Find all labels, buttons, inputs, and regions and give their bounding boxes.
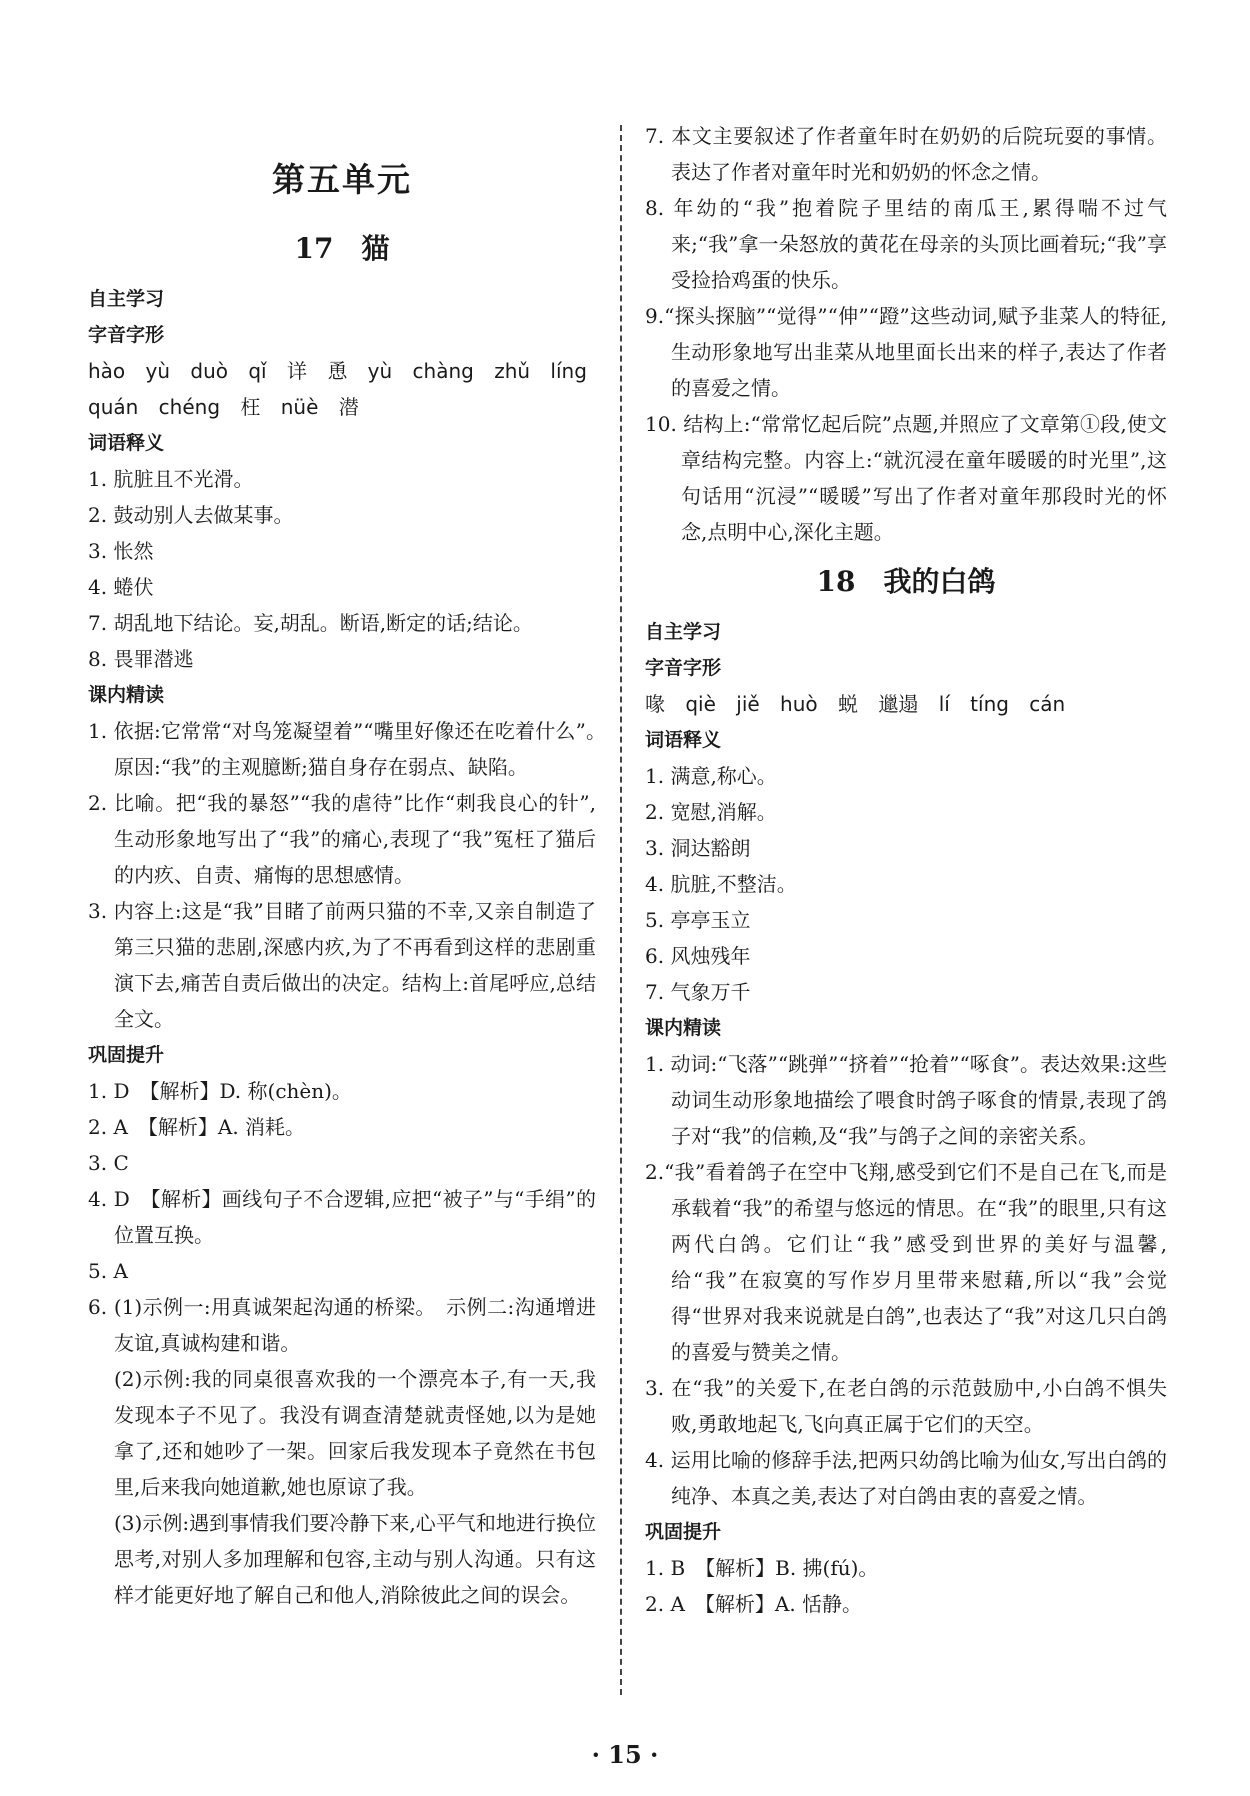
- answer-item: 7. 本文主要叙述了作者童年时在奶奶的后院玩耍的事情。表达了作者对童年时光和奶奶的怀念之情。: [645, 124, 1167, 184]
- pinyin-line: 喙 qiè jiě huò 蜕 邋遢 lí tíng cán: [645, 692, 1066, 716]
- answer-item: 1. 满意,称心。: [645, 764, 777, 788]
- answer-item: 6. 风烛残年: [645, 944, 751, 968]
- answer-item: 2. 比喻。把“我的暴怒”“我的虐待”比作“刺我良心的针”,生动形象地写出了“我”的痛心,表现了“我”冤枉了猫后的内疚、自责、痛悔的思想感情。: [88, 791, 596, 887]
- answer-item: 4. D 【解析】画线句子不合逻辑,应把“被子”与“手绢”的位置互换。: [88, 1187, 596, 1247]
- answer-item: 2. 鼓动别人去做某事。: [88, 503, 294, 527]
- lesson-18-title: 18 我的白鸽: [816, 565, 996, 598]
- answer-item: 10. 结构上:“常常忆起后院”点题,并照应了文章第①段,使文章结构完整。内容上:“就沉浸在童年暖暖的时光里”,这句话用“沉浸”“暖暖”写出了作者对童年那段时光的怀念,点明中心,深化主题。: [645, 412, 1167, 544]
- section-heading: 课内精读: [645, 1017, 722, 1039]
- answer-item: 4. 蜷伏: [88, 575, 154, 599]
- pinyin-line: hào yù duò qǐ 详 恿 yù chàng zhǔ líng: [88, 359, 587, 383]
- answer-item: 1. D 【解析】D. 称(chèn)。: [88, 1079, 352, 1103]
- answer-item: 7. 胡乱地下结论。妄,胡乱。断语,断定的话;结论。: [88, 611, 533, 635]
- answer-item: 8. 畏罪潜逃: [88, 647, 194, 671]
- column-divider: [620, 125, 622, 1695]
- answer-item: 7. 气象万千: [645, 980, 751, 1004]
- answer-item: 1. 依据:它常常“对鸟笼凝望着”“嘴里好像还在吃着什么”。 原因:“我”的主观臆断;猫自身存在弱点、缺陷。: [88, 719, 616, 779]
- lesson-17-title: 17 猫: [294, 232, 390, 265]
- page-number: · 15 ·: [591, 1740, 659, 1769]
- answer-item: 3. C: [88, 1151, 129, 1175]
- answer-item: (2)示例:我的同桌很喜欢我的一个漂亮本子,有一天,我发现本子不见了。我没有调查清楚就责怪她,以为是她拿了,还和她吵了一架。回家后我发现本子竟然在书包里,后来我向她道歉,她也原谅了我。: [114, 1367, 596, 1499]
- section-heading: 巩固提升: [88, 1044, 165, 1066]
- section-heading: 自主学习: [88, 288, 165, 310]
- answer-item: 3. 洞达豁朗: [645, 836, 751, 860]
- unit-title: 第五单元: [272, 160, 412, 199]
- answer-item: 2. A 【解析】A. 消耗。: [88, 1115, 306, 1139]
- answer-item: 3. 内容上:这是“我”目睹了前两只猫的不幸,又亲自制造了第三只猫的悲剧,深感内疚,为了不再看到这样的悲剧重演下去,痛苦自责后做出的决定。结构上:首尾呼应,总结全文。: [88, 899, 596, 1031]
- answer-item: 5. A: [88, 1259, 128, 1283]
- answer-item: 4. 运用比喻的修辞手法,把两只幼鸽比喻为仙女,写出白鸽的纯净、本真之美,表达了对白鸽由衷的喜爱之情。: [645, 1448, 1167, 1508]
- answer-item: (3)示例:遇到事情我们要冷静下来,心平气和地进行换位思考,对别人多加理解和包容,主动与别人沟通。只有这样才能更好地了解自己和他人,消除彼此之间的误会。: [114, 1511, 596, 1607]
- answer-item: 1. 动词:“飞落”“跳弹”“挤着”“抢着”“啄食”。表达效果:这些动词生动形象地描绘了喂食时鸽子啄食的情景,表现了鸽子对“我”的信赖,及“我”与鸽子之间的亲密关系。: [645, 1052, 1167, 1148]
- section-heading: 巩固提升: [645, 1521, 722, 1543]
- answer-item: 5. 亭亭玉立: [645, 908, 751, 932]
- left-column: [88, 118, 616, 1613]
- answer-item: 8. 年幼的“我”抱着院子里结的南瓜王,累得喘不过气来;“我”拿一朵怒放的黄花在母亲的头顶比画着玩;“我”享受捡拾鸡蛋的快乐。: [645, 196, 1167, 292]
- answer-item: 3. 在“我”的关爱下,在老白鸽的示范鼓励中,小白鸽不惧失败,勇敢地起飞,飞向真正属于它们的天空。: [645, 1376, 1167, 1436]
- answer-item: 1. 肮脏且不光滑。: [88, 467, 254, 491]
- answer-item: 6. (1)示例一:用真诚架起沟通的桥梁。 示例二:沟通增进友谊,真诚构建和谐。: [88, 1295, 596, 1355]
- answer-item: 3. 怅然: [88, 539, 154, 563]
- answer-item: 2. 宽慰,消解。: [645, 800, 777, 824]
- answer-item: 2.“我”看着鸽子在空中飞翔,感受到它们不是自己在飞,而是承载着“我”的希望与悠远的情思。在“我”的眼里,只有这两代白鸽。它们让“我”感受到世界的美好与温馨,给“我”在寂寞的写作岁月里带来慰藉,所以“我”会觉得“世界对我来说就是白鸽”,也表达了“我”对这几只白鸽的喜爱与赞美之情。: [645, 1160, 1167, 1364]
- sub-heading: 词语释义: [88, 432, 165, 454]
- answer-item: 4. 肮脏,不整洁。: [645, 872, 797, 896]
- sub-heading: 字音字形: [88, 324, 165, 346]
- answer-item: 9.“探头探脑”“觉得”“伸”“蹬”这些动词,赋予韭菜人的特征,生动形象地写出韭菜从地里面长出来的样子,表达了作者的喜爱之情。: [645, 304, 1167, 400]
- answer-item: 2. A 【解析】A. 恬静。: [645, 1592, 863, 1616]
- section-heading: 自主学习: [645, 621, 722, 643]
- sub-heading: 字音字形: [645, 657, 722, 679]
- right-column: [645, 118, 1167, 1622]
- answer-item: 1. B 【解析】B. 拂(fú)。: [645, 1556, 879, 1580]
- section-heading: 课内精读: [88, 684, 165, 706]
- pinyin-line: quán chéng 枉 nüè 潜: [88, 395, 359, 419]
- sub-heading: 词语释义: [645, 729, 722, 751]
